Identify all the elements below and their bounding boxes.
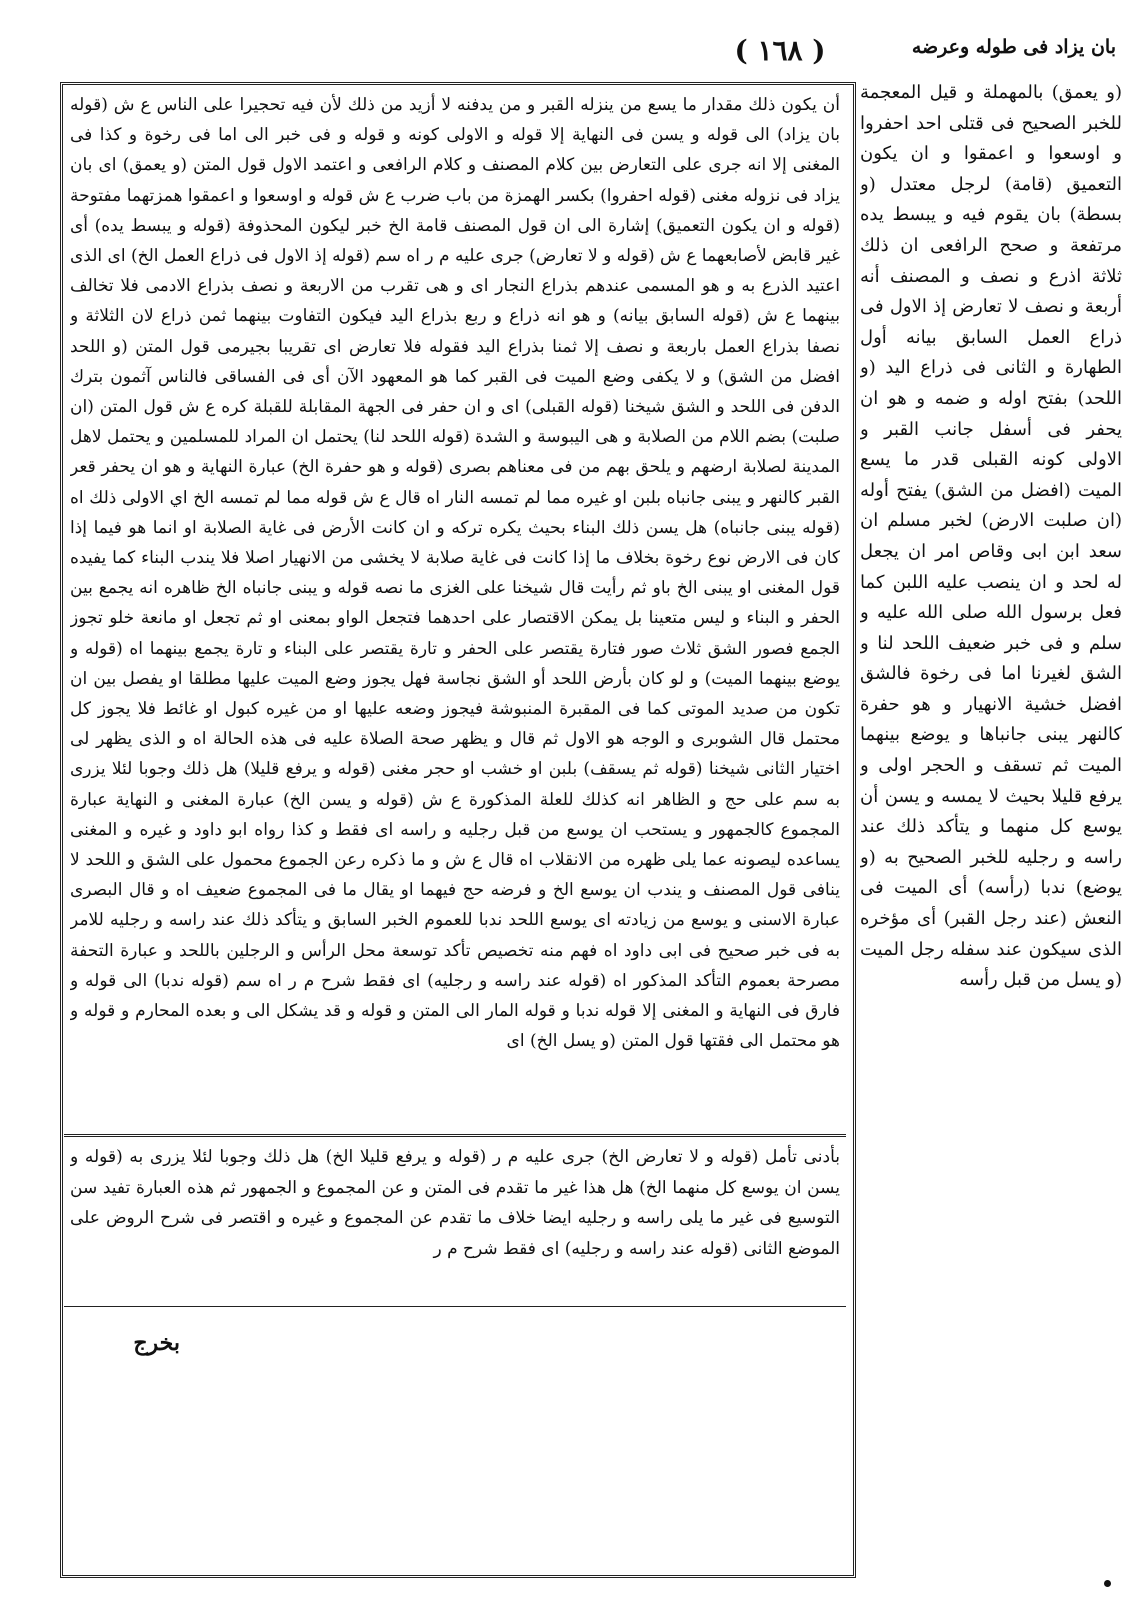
catchword: بخرج <box>133 1330 180 1356</box>
matn-side-column <box>860 78 1122 1558</box>
footnote-bottom-rule <box>64 1306 846 1307</box>
footnote-paragraph: بأدنى تأمل (قوله و لا تعارض الخ) جرى عليه م ر (قوله و يرفع قليلا الخ) هل ذلك وجوبا لئلا يزرى به (قوله و يسن ان يوسع كل منهما الخ) هل هذا غير ما تقدم فى المتن و عن المجموع و الجمهور ثم هذه العبارة تفيد سن التوسيع فى غير ما يلى راسه و رجليه ايضا خلاف ما تقدم عن المجموع و غيره و اقتصر فى شرح الروض على الموضع الثانى (قوله عند راسه و رجليه) اى فقط شرح م ر <box>70 1147 840 1259</box>
page-dot <box>1104 1580 1111 1587</box>
commentary-main-text <box>70 90 840 1130</box>
commentary-paragraph: أن يكون ذلك مقدار ما يسع من ينزله القبر و من يدفنه لا أزيد من ذلك لأن فيه تحجيرا على الناس ع ش (قوله بان يزاد) الى قوله و يسن فى النهاية إلا قوله و الاولى كونه و قوله و فى خبر الى اما فى رخوة و كذا فى المغنى إلا انه جرى على التعارض بين كلام المصنف و كلام الرافعى و اعتمد الاول قول المتن (و يعمق) اى بان يزاد فى نزوله مغنى (قوله احفروا) بكسر الهمزة من باب ضرب ع ش قوله و اوسعوا و اعمقوا همزتهما مفتوحة (قوله و ان يكون التعميق) إشارة الى ان قول المصنف قامة الخ خبر ليكون المحذوفة (قوله و يبسط يده) أى غير قابض لأصابعهما ع ش (قوله و لا تعارض) جرى عليه م ر اه سم (قوله إذ الاول فى ذراع العمل الخ) اى الذى اعتيد الذرع به و هو المسمى عندهم بذراع النجار اى و هى تقرب من الاربعة و نصف بذراع الادمى فلا تخالف بينهما ع ش (قوله السابق بيانه) و هو انه ذراع و ربع بذراع اليد فيكون التفاوت بينهما ثمن ذراع لان الثلاثة و نصفا بذراع العمل باربعة و نصف إلا ثمنا بذراع اليد فقوله فلا تعارض اى تقريبا بجيرمى قول المتن (و اللحد افضل من الشق) و لا يكفى وضع الميت فى القبر كما هو المعهود الآن أى فى الفساقى فالناس آثمون بترك الدفن فى اللحد و الشق شيخنا (قوله القبلى) اى و ان حفر فى الجهة المقابلة للقبلة كره ع ش قول المتن (ان صلبت) بضم اللام من الصلابة و هى اليبوسة و الشدة (قوله اللحد لنا) يحتمل ان المراد للمسلمين و يحتمل لاهل المدينة لصلابة ارضهم و يلحق بهم من فى معناهم بصرى (قوله و هو حفرة الخ) عبارة النهاية و هو ان يحفر قعر القبر كالنهر و يبنى جانباه بلبن او غيره مما لم تمسه النار اه قال ع ش قوله مما لم تمسه الخ اي الاولى ذلك اه (قوله يبنى جانباه) هل يسن ذلك البناء بحيث يكره تركه و ان كانت الأرض فى غاية الصلابة او انما هو فيما إذا كان فى الارض نوع رخوة بخلاف ما إذا كانت فى غاية صلابة لا يخشى من الانهيار اصلا فلا يندب البناء كما يفيده قول المغنى او يبنى الخ باو ثم رأيت قال شيخنا على الغزى ما نصه قوله و يبنى جانباه الخ ظاهره انه يجمع بين الحفر و البناء و ليس متعينا بل يمكن الاقتصار على احدهما فتجعل الواو بمعنى او ثم تجعل او مانعة خلو تجوز الجمع فصور الشق ثلاث صور فتارة يقتصر على الحفر و تارة يقتصر على البناء و تارة يجمع بينهما اه (قوله و يوضع بينهما الميت) و لو كان بأرض اللحد أو الشق نجاسة فهل يجوز وضع الميت عليها مطلقا او يفصل بين ان تكون من صديد الموتى كما فى المقبرة المنبوشة فيجوز وضعه عليها او من غيره كبول او غائط فلا يجوز كل محتمل قال الشوبرى و الوجه هو الاول ثم قال و يظهر صحة الصلاة عليه فى هذه الحالة اه و الذى يظهر لى اختيار الثانى شيخنا (قوله ثم يسقف) بلبن او خشب او حجر مغنى (قوله و يرفع قليلا) هل ذلك وجوبا لئلا يزرى به سم على حج و الظاهر انه كذلك للعلة المذكورة ع ش (قوله و يسن الخ) عبارة المغنى و النهاية عبارة المجموع كالجمهور و يستحب ان يوسع من قبل رجليه و راسه اى فقط و كذا رواه ابو داود و غيره و المغنى يساعده ليصونه عما يلى ظهره من الانقلاب اه قال ع ش و ما ذكره رعن الجموع محمول على الشق و اللحد لا ينافى قول المصنف و يندب ان يوسع الخ و فرضه حج فيهما او يقال ما فى المجموع ضعيف اه و قال البصرى عبارة الاسنى و يوسع من زيادته اى يوسع اللحد ندبا للعموم الخبر السابق و يتأكد ذلك عند راسه و رجليه للامر به فى خبر صحيح فى ابى داود اه فهم منه تخصيص تأكد توسعة محل الرأس و الرجلين باللحد و عبارة التحفة مصرحة بعموم التأكد المذكور اه (قوله عند راسه و رجليه) اى فقط شرح م ر اه سم (قوله ندبا) الى قوله و فارق فى النهاية و المغنى إلا قوله ندبا و قوله المار الى المتن و قوله و قد يشكل الى و بعده المحارم و قوله و هو محتمل الى فقتها قول المتن (و يسل الخ) اى <box>70 95 840 1052</box>
side-header-line: بان يزاد فى طوله وعرضه <box>911 36 1116 58</box>
matn-paragraph: (و يعمق) بالمهملة و قيل المعجمة للخبر الصحيح فى قتلى احد احفروا و اوسعوا و اعمقوا و ان يكون التعميق (قامة) لرجل معتدل (و بسطة) بان يقوم فيه و يبسط يده مرتفعة و صحح الرافعى ان ذلك ثلاثة اذرع و نصف و المصنف أنه أربعة و نصف لا تعارض إذ الاول فى ذراع العمل السابق بيانه أول الطهارة و الثانى فى ذراع اليد (و اللحد) بفتح اوله و ضمه و هو ان يحفر فى أسفل جانب القبر و الاولى كونه القبلى قدر ما يسع الميت (افضل من الشق) يفتح أوله (ان صلبت الارض) لخبر مسلم ان سعد ابن ابى وقاص امر ان يجعل له لحد و ان ينصب عليه اللبن كما فعل برسول الله صلى الله عليه و سلم و فى خبر ضعيف اللحد لنا و الشق لغيرنا اما فى رخوة فالشق افضل خشية الانهيار و هو حفرة كالنهر يبنى جانباها و يوضع بينهما الميت ثم تسقف و الحجر اولى و يرفع قليلا بحيث لا يمسه و يسن أن يوسع كل منهما و يتأكد ذلك عند راسه و رجليه للخبر الصحيح به (و يوضع) ندبا (رأسه) أى الميت فى النعش (عند رجل القبر) أى مؤخره الذى سيكون عند سفله رجل الميت (و يسل من قبل رأسه <box>860 82 1122 991</box>
page-number: ( ١٦٨ ) <box>734 34 826 67</box>
footnote-divider <box>64 1134 846 1137</box>
footnote-section <box>70 1142 840 1300</box>
